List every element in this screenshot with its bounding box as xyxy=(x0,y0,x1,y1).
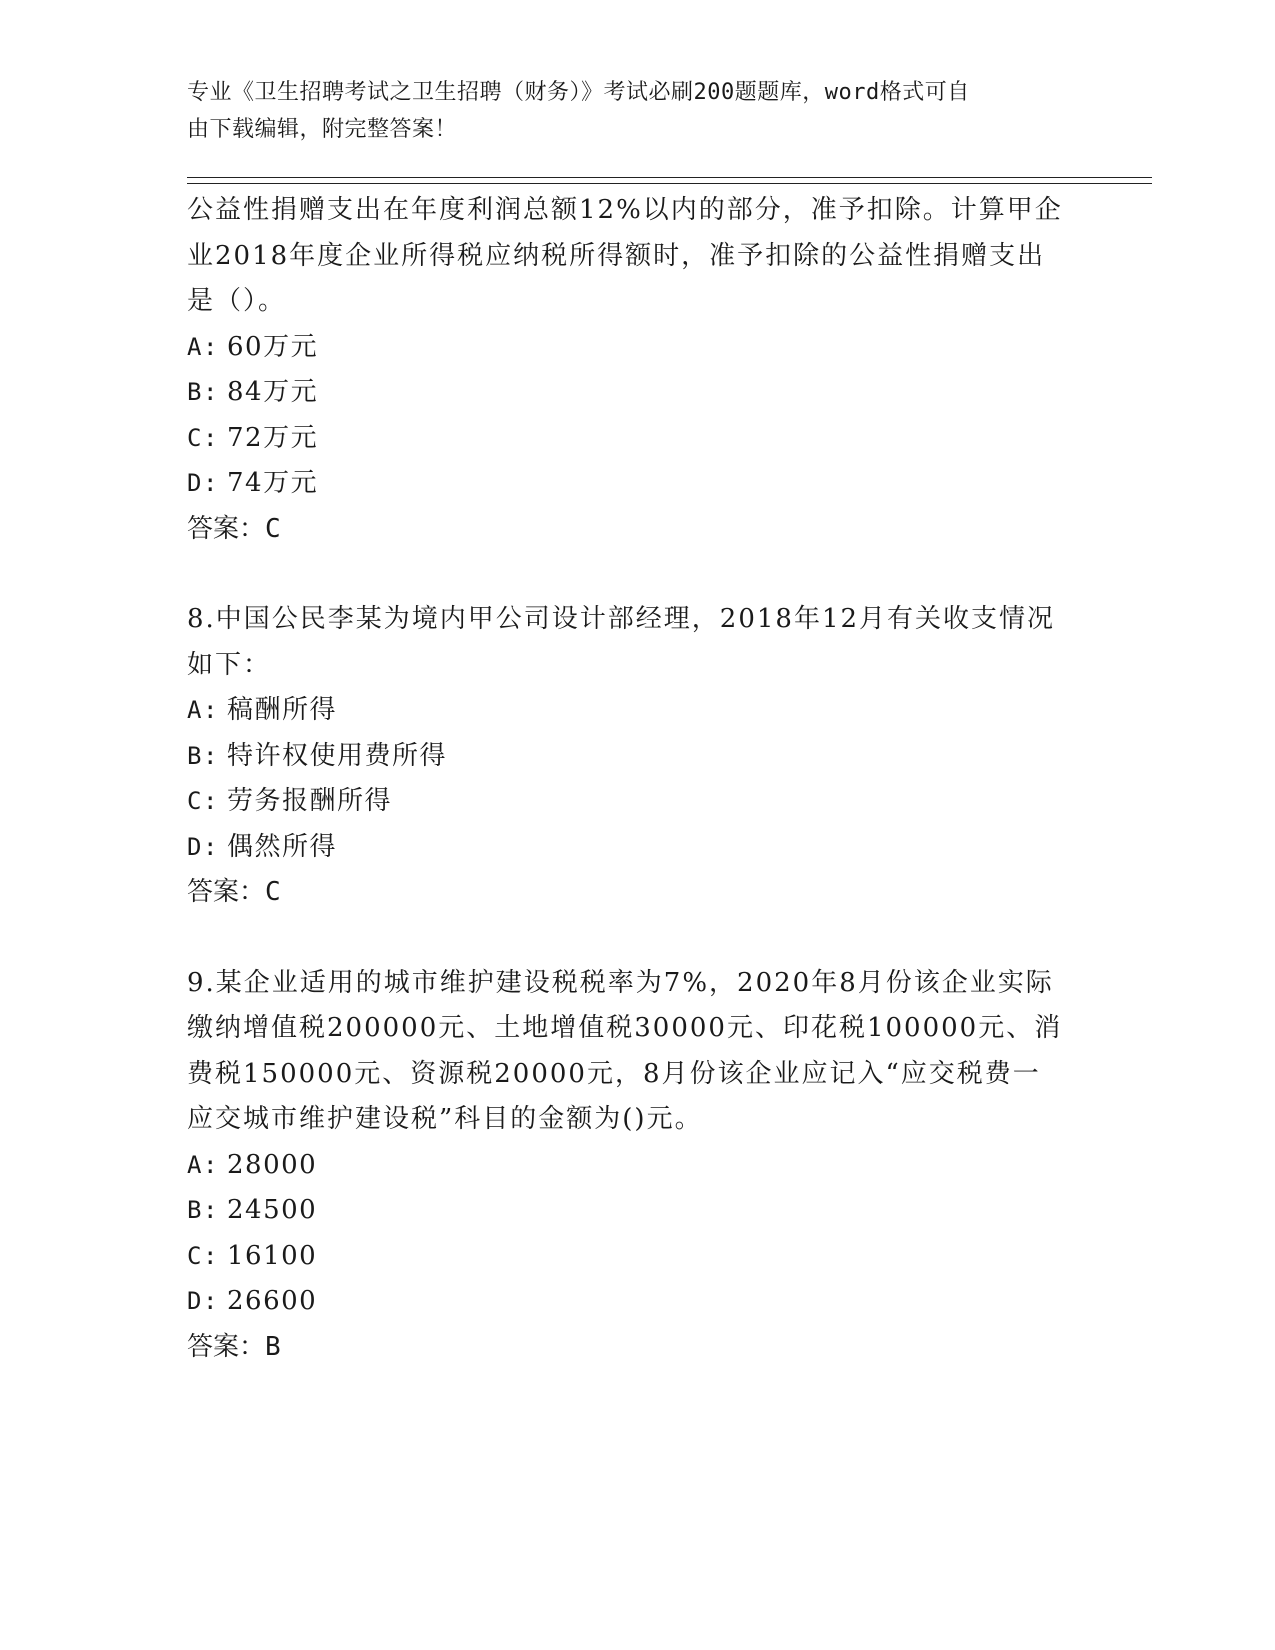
option-text: 劳务报酬所得 xyxy=(227,786,393,816)
header-divider-top xyxy=(187,177,1152,178)
answer-line xyxy=(187,1325,1087,1371)
option-a xyxy=(187,325,1087,371)
question-text-line: 如下： xyxy=(187,649,272,680)
answer-value: B xyxy=(265,1331,281,1362)
option-key: C: xyxy=(187,1241,219,1270)
option-text: 84万元 xyxy=(227,377,319,407)
option-a xyxy=(187,1143,1087,1189)
option-text: 16100 xyxy=(227,1240,318,1271)
answer-line xyxy=(187,507,1087,553)
option-key: C: xyxy=(187,787,219,815)
option-d xyxy=(187,461,1087,507)
option-key: D: xyxy=(187,832,219,861)
option-key: B: xyxy=(187,378,219,406)
question-text-line: 业2018年度企业所得税应纳税所得额时，准予扣除的公益性捐赠支出 xyxy=(187,240,1046,271)
question-block-8 xyxy=(187,597,1087,916)
spacer xyxy=(187,552,1087,597)
option-text: 60万元 xyxy=(227,331,319,362)
option-b xyxy=(187,734,1087,780)
option-key: D: xyxy=(187,1287,219,1315)
option-text: 26600 xyxy=(227,1286,318,1316)
question-text-line: 费税150000元、资源税20000元，8月份该企业应记入“应交税费一 xyxy=(187,1058,1041,1089)
option-d xyxy=(187,825,1087,871)
option-a xyxy=(187,688,1087,734)
option-key: D: xyxy=(187,469,219,497)
header-line-1: 专业《卫生招聘考试之卫生招聘（财务）》考试必刷200题题库，word格式可自 xyxy=(187,80,970,105)
option-c xyxy=(187,1234,1087,1280)
question-text-line: 缴纳增值税200000元、土地增值税30000元、印花税100000元、消 xyxy=(187,1013,1063,1043)
option-text: 偶然所得 xyxy=(227,831,338,862)
option-b xyxy=(187,370,1087,416)
question-text-line: 应交城市维护建设税”科目的金额为()元。 xyxy=(187,1104,703,1134)
question-list xyxy=(187,188,1087,1370)
question-text-line: 9.某企业适用的城市维护建设税税率为7%，2020年8月份该企业实际 xyxy=(187,967,1054,998)
question-text-line: 是（）。 xyxy=(187,286,287,316)
option-key: B: xyxy=(187,1196,219,1224)
option-text: 24500 xyxy=(227,1195,318,1225)
header-line-2: 由下载编辑，附完整答案！ xyxy=(187,117,458,142)
option-c xyxy=(187,779,1087,825)
question-text-line: 8.中国公民李某为境内甲公司设计部经理，2018年12月有关收支情况 xyxy=(187,604,1056,634)
answer-label: 答案： xyxy=(187,513,266,544)
answer-value: C xyxy=(265,513,281,544)
question-block-9 xyxy=(187,961,1087,1371)
option-c xyxy=(187,416,1087,462)
answer-value: C xyxy=(265,877,281,907)
option-key: A: xyxy=(187,696,219,724)
answer-label: 答案： xyxy=(187,877,266,907)
option-key: C: xyxy=(187,423,219,452)
option-text: 特许权使用费所得 xyxy=(227,740,448,771)
option-text: 28000 xyxy=(227,1149,318,1180)
option-key: A: xyxy=(187,332,219,361)
option-text: 74万元 xyxy=(227,468,319,498)
question-block-7 xyxy=(187,188,1087,552)
header-divider-bottom xyxy=(187,183,1152,184)
option-b xyxy=(187,1188,1087,1234)
answer-label: 答案： xyxy=(187,1331,266,1362)
option-text: 72万元 xyxy=(227,422,319,453)
option-text: 稿酬所得 xyxy=(227,695,338,725)
option-key: B: xyxy=(187,741,219,770)
option-key: A: xyxy=(187,1150,219,1179)
answer-line xyxy=(187,870,1087,916)
document-header xyxy=(187,74,1067,148)
option-d xyxy=(187,1279,1087,1325)
spacer xyxy=(187,916,1087,961)
question-text-line: 公益性捐赠支出在年度利润总额12%以内的部分，准予扣除。计算甲企 xyxy=(187,195,1063,225)
